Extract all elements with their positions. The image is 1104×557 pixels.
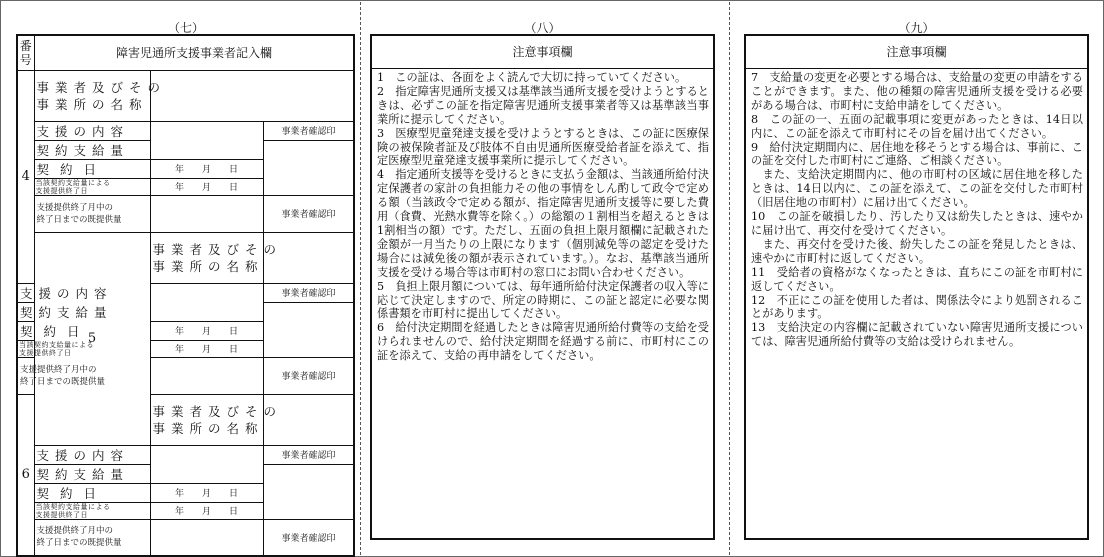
provider-name-label: 事業者及びその 事業所の名称 bbox=[34, 70, 150, 121]
contract-amount-label: 契約支給量 bbox=[34, 140, 150, 159]
provider-name-field[interactable] bbox=[263, 394, 354, 445]
contract-end-field[interactable]: 年 月 日 bbox=[150, 340, 263, 357]
contract-end-label: 当該契約支給量による 支援提供終了日 bbox=[34, 178, 150, 195]
support-content-field[interactable] bbox=[150, 121, 263, 159]
contract-amount-label: 契約支給量 bbox=[34, 464, 150, 483]
provider-seal-label-2: 事業者確認印 bbox=[263, 519, 354, 556]
note-item: また、再交付を受けた後、紛失したこの証を発見したときは、速やかに市町村に返してください。 bbox=[751, 237, 1083, 265]
note-item: 3 医療型児童発達支援を受けようとするときは、この証に医療保険の被保険者証及び肢体不自由児通所医療受給者証を添えて、指定医療型児童発達支援事業所に提示してください。 bbox=[377, 126, 709, 168]
note-item: 6 給付決定期間を経過したときは障害児通所給付費等の支給を受けられませんので、給付決定期間を経過する前に、市町村にこの証を添えて、支給の再申請をしてください。 bbox=[377, 321, 709, 363]
note-item: 8 この証の一、五面の記載事項に変更があったときは、14日以内に、この証を添えて市町村にその旨を届け出てください。 bbox=[751, 112, 1083, 140]
provider-entry-table bbox=[16, 34, 355, 557]
page-title-eight: （八） bbox=[524, 21, 561, 35]
note-item: 9 給付決定期間内に、居住地を移そうとする場合は、事前に、この証を交付した市町村にご連絡、ご相談ください。 bbox=[751, 140, 1083, 168]
used-amount-field[interactable] bbox=[150, 519, 263, 556]
notes-panel-eight bbox=[370, 34, 715, 540]
fold-line-2 bbox=[729, 2, 730, 555]
note-item: 2 指定障害児通所支援又は基準該当通所支援を受けようとするときは、必ずこの証を指定障害児通所支援事業者等又は基準該当事業所に提示してください。 bbox=[377, 84, 709, 126]
provider-seal-field[interactable] bbox=[263, 140, 354, 195]
note-item: 5 負担上限月額については、毎年通所給付決定保護者の収入等に応じて決定しますので、所定の時期に、この証と認定に必要な関係書類を市町村に提出してください。 bbox=[377, 279, 709, 321]
contract-amount-label: 契約支給量 bbox=[17, 302, 34, 321]
notes-title-eight: 注意事項欄 bbox=[372, 36, 713, 69]
provider-seal-label: 事業者確認印 bbox=[263, 445, 354, 464]
provider-seal-label-2: 事業者確認印 bbox=[263, 357, 354, 394]
notes-panel-nine bbox=[744, 34, 1089, 540]
provider-seal-field[interactable] bbox=[263, 464, 354, 519]
support-content-field[interactable] bbox=[150, 445, 263, 483]
page-title-nine: （九） bbox=[898, 21, 935, 35]
entry-row bbox=[17, 445, 354, 464]
entry-row bbox=[17, 121, 354, 140]
used-amount-label: 支援提供終了月中の 終了日までの既提供量 bbox=[17, 357, 34, 394]
entry-row bbox=[17, 519, 354, 556]
contract-end-label: 当該契約支給量による 支援提供終了日 bbox=[34, 502, 150, 519]
entry-number: 5 bbox=[34, 232, 150, 445]
note-item: 10 この証を破損したり、汚したり又は紛失したときは、速やかに届け出て、再交付を受けてください。 bbox=[751, 210, 1083, 237]
table-title: 障害児通所支援事業者記入欄 bbox=[34, 35, 354, 70]
used-amount-field[interactable] bbox=[150, 195, 263, 232]
table-header-row bbox=[17, 35, 354, 70]
note-item: また、支給決定期間内に、他の市町村の区域に居住地を移したときは、14日以内に、この証を添えて、この証を交付した市町村（旧居住地の市町村）に届け出てください。 bbox=[751, 168, 1083, 210]
contract-date-label: 契約日 bbox=[34, 483, 150, 502]
support-content-field[interactable] bbox=[150, 283, 263, 321]
entry-row bbox=[17, 283, 354, 302]
notes-list-eight bbox=[372, 69, 713, 363]
contract-end-field[interactable]: 年 月 日 bbox=[150, 502, 263, 519]
note-item: 1 この証は、各面をよく読んで大切に持っていてください。 bbox=[377, 71, 687, 84]
provider-name-field[interactable] bbox=[150, 70, 354, 121]
page-title-seven: （七） bbox=[167, 21, 204, 35]
entry-number: 6 bbox=[17, 394, 34, 556]
provider-seal-label: 事業者確認印 bbox=[263, 283, 354, 302]
provider-seal-field[interactable] bbox=[263, 302, 354, 357]
contract-date-field[interactable]: 年 月 日 bbox=[150, 483, 263, 502]
note-item: 4 指定通所支援等を受けるときに支払う金額は、当該通所給付決定保護者の家計の負担能力その他の事情をしん酌して政令で定める額（当該政令で定める額が、指定障害児通所支援等に要した費用（食費、光熱水費等を除く。）の総額の１割相当を超えるときは1割相当の額）です。ただし、五面の負担上限月額欄に記載された金額が一月当たりの上限になります（個別減免等の認定を受けた場合には減免後の額が表示されています。）。なお、基準該当通所支援を受ける場合等は市町村の窓口にお問い合わせください。 bbox=[377, 168, 709, 279]
note-item: 11 受給者の資格がなくなったときは、直ちにこの証を市町村に返してください。 bbox=[751, 265, 1083, 293]
note-item: 7 支給量の変更を必要とする場合は、支給量の変更の申請をすることができます。また、他の種類の障害児通所支援を受ける必要がある場合は、市町村に支給申請をしてください。 bbox=[751, 71, 1083, 112]
support-content-label: 支援の内容 bbox=[34, 445, 150, 464]
entry-row bbox=[17, 232, 354, 283]
note-item: 13 支給決定の内容欄に記載されていない障害児通所支援については、障害児通所給付費等の支給は受けられません。 bbox=[751, 321, 1083, 349]
contract-date-field[interactable]: 年 月 日 bbox=[150, 321, 263, 340]
number-header: 番 号 bbox=[17, 35, 34, 70]
used-amount-label: 支援提供終了月中の 終了日までの既提供量 bbox=[34, 195, 150, 232]
provider-seal-label-2: 事業者確認印 bbox=[263, 195, 354, 232]
contract-end-label: 当該契約支給量による 支援提供終了日 bbox=[19, 340, 94, 357]
provider-name-label: 事業者及びその 事業所の名称 bbox=[150, 232, 263, 283]
entry-number: 4 bbox=[17, 70, 34, 283]
entry-row bbox=[17, 195, 354, 232]
contract-date-label: 契約日 bbox=[17, 321, 34, 340]
contract-end-field[interactable]: 年 月 日 bbox=[150, 178, 263, 195]
support-content-label: 支援の内容 bbox=[34, 121, 150, 140]
used-amount-label: 支援提供終了月中の 終了日までの既提供量 bbox=[34, 519, 150, 556]
contract-date-field[interactable]: 年 月 日 bbox=[150, 159, 263, 178]
notes-list-nine bbox=[746, 69, 1087, 349]
entry-row bbox=[17, 70, 354, 121]
notes-title-nine: 注意事項欄 bbox=[746, 36, 1087, 69]
provider-name-field[interactable] bbox=[263, 232, 354, 283]
contract-date-label: 契約日 bbox=[34, 159, 150, 178]
used-amount-field[interactable] bbox=[150, 357, 263, 394]
provider-name-label: 事業者及びその 事業所の名称 bbox=[150, 394, 263, 445]
support-content-label: 支援の内容 bbox=[17, 283, 34, 302]
fold-line-1 bbox=[360, 2, 361, 555]
note-item: 12 不正にこの証を使用した者は、関係法令により処罰されることがあります。 bbox=[751, 293, 1083, 321]
provider-seal-label: 事業者確認印 bbox=[263, 121, 354, 140]
